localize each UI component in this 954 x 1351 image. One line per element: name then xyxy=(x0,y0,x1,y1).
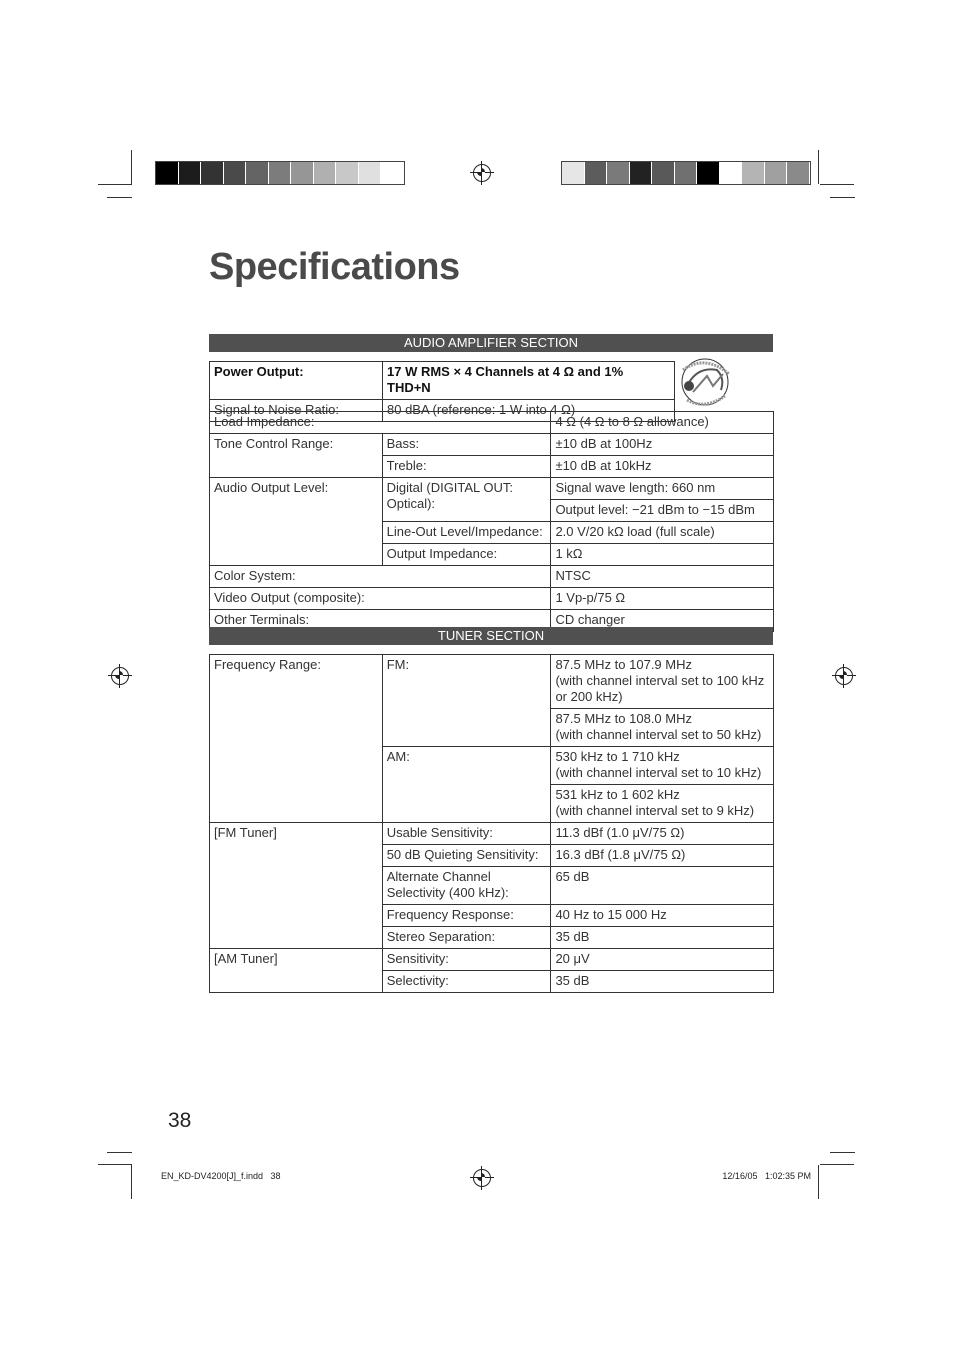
crop-mark xyxy=(820,1164,854,1165)
color-swatch xyxy=(585,162,608,184)
usable-sensitivity-label: Usable Sensitivity: xyxy=(382,823,551,845)
crop-mark xyxy=(131,150,132,184)
load-impedance-label: Load Impedance: xyxy=(210,412,551,434)
color-swatch xyxy=(607,162,630,184)
snr-label: Signal to Noise Ratio: xyxy=(210,400,383,422)
crop-mark xyxy=(98,184,132,185)
treble-value: ±10 dB at 10kHz xyxy=(551,456,774,478)
registration-mark-icon xyxy=(835,667,853,685)
am-sensitivity-value: 20 μV xyxy=(551,949,774,971)
frequency-response-value: 40 Hz to 15 000 Hz xyxy=(551,905,774,927)
color-swatch xyxy=(156,162,179,184)
color-swatch xyxy=(742,162,765,184)
color-swatch xyxy=(336,162,359,184)
color-swatch xyxy=(359,162,382,184)
video-output-label: Video Output (composite): xyxy=(210,588,551,610)
bass-label: Bass: xyxy=(382,434,551,456)
am-range-2-value: 531 kHz to 1 602 kHz xyxy=(555,787,680,802)
registration-mark-icon xyxy=(111,667,129,685)
color-swatch xyxy=(562,162,585,184)
am-label: AM: xyxy=(382,747,551,823)
frequency-range-label: Frequency Range: xyxy=(210,655,383,823)
color-swatch xyxy=(224,162,247,184)
color-swatch xyxy=(314,162,337,184)
color-swatch xyxy=(697,162,720,184)
color-swatch xyxy=(201,162,224,184)
line-out-value: 2.0 V/20 kΩ load (full scale) xyxy=(551,522,774,544)
am-selectivity-value: 35 dB xyxy=(551,971,774,993)
color-swatch xyxy=(675,162,698,184)
tuner-specs-table xyxy=(209,654,774,993)
crop-mark xyxy=(98,1164,132,1165)
tone-control-label: Tone Control Range: xyxy=(210,434,383,478)
registration-mark-icon xyxy=(473,1169,491,1187)
fm-tuner-label: [FM Tuner] xyxy=(210,823,383,949)
color-swatch xyxy=(291,162,314,184)
color-calibration-bar-right xyxy=(561,161,811,185)
power-output-label: Power Output: xyxy=(210,362,383,400)
color-swatch xyxy=(765,162,788,184)
crop-mark xyxy=(830,1152,855,1153)
am-tuner-label: [AM Tuner] xyxy=(210,949,383,993)
stereo-separation-label: Stereo Separation: xyxy=(382,927,551,949)
audio-section-heading: AUDIO AMPLIFIER SECTION xyxy=(209,334,773,352)
color-swatch xyxy=(246,162,269,184)
stereo-separation-value: 35 dB xyxy=(551,927,774,949)
color-system-label: Color System: xyxy=(210,566,551,588)
treble-label: Treble: xyxy=(382,456,551,478)
other-terminals-value: CD changer xyxy=(551,610,774,632)
audio-specs-table xyxy=(209,411,774,632)
fm-range-2-note: (with channel interval set to 50 kHz) xyxy=(555,727,762,742)
fm-range-2-value: 87.5 MHz to 108.0 MHz xyxy=(555,711,692,726)
registration-mark-icon xyxy=(473,164,491,182)
color-swatch xyxy=(720,162,743,184)
quieting-sensitivity-value: 16.3 dBf (1.8 μV/75 Ω) xyxy=(551,845,774,867)
color-system-value: NTSC xyxy=(551,566,774,588)
color-swatch xyxy=(381,162,404,184)
other-terminals-label: Other Terminals: xyxy=(210,610,551,632)
am-sensitivity-label: Sensitivity: xyxy=(382,949,551,971)
crop-mark xyxy=(820,184,854,185)
output-impedance-label: Output Impedance: xyxy=(382,544,551,566)
power-output-value: 17 W RMS × 4 Channels at 4 Ω and 1% THD+N xyxy=(383,362,675,400)
color-swatch xyxy=(179,162,202,184)
digital-out-label: Digital (DIGITAL OUT: Optical): xyxy=(382,478,551,522)
color-swatch xyxy=(652,162,675,184)
alternate-channel-label: Alternate Channel Selectivity (400 kHz): xyxy=(382,867,551,905)
fm-range-2 xyxy=(551,709,774,747)
fm-range-1-note: (with channel interval set to 100 kHz or 200 kHz) xyxy=(555,673,765,704)
crop-mark xyxy=(107,197,132,198)
crop-mark xyxy=(818,150,819,184)
am-range-2 xyxy=(551,785,774,823)
usable-sensitivity-value: 11.3 dBf (1.0 μV/75 Ω) xyxy=(551,823,774,845)
am-selectivity-label: Selectivity: xyxy=(382,971,551,993)
crop-mark xyxy=(131,1165,132,1199)
quieting-sensitivity-label: 50 dB Quieting Sensitivity: xyxy=(382,845,551,867)
alternate-channel-value: 65 dB xyxy=(551,867,774,905)
snr-value: 80 dBA (reference: 1 W into 4 Ω) xyxy=(383,400,675,422)
color-swatch xyxy=(269,162,292,184)
crop-mark xyxy=(107,1152,132,1153)
color-swatch xyxy=(787,162,810,184)
color-swatch xyxy=(630,162,653,184)
page-number: 38 xyxy=(168,1109,192,1132)
crop-mark xyxy=(818,1165,819,1199)
cea-2006-compliant-logo xyxy=(677,356,733,408)
fm-label: FM: xyxy=(382,655,551,747)
line-out-label: Line-Out Level/Impedance: xyxy=(382,522,551,544)
video-output-value: 1 Vp-p/75 Ω xyxy=(551,588,774,610)
crop-mark xyxy=(830,197,855,198)
am-range-1-value: 530 kHz to 1 710 kHz xyxy=(555,749,680,764)
tuner-section-heading: TUNER SECTION xyxy=(209,627,773,645)
frequency-response-label: Frequency Response: xyxy=(382,905,551,927)
signal-wave-value: Signal wave length: 660 nm xyxy=(551,478,774,500)
page-title: Specifications xyxy=(209,246,460,288)
fm-range-1 xyxy=(551,655,774,709)
am-range-2-note: (with channel interval set to 9 kHz) xyxy=(555,803,755,818)
bass-value: ±10 dB at 100Hz xyxy=(551,434,774,456)
am-range-1 xyxy=(551,747,774,785)
footer-timestamp: 12/16/05 1:02:35 PM xyxy=(722,1171,811,1181)
footer-file-name: EN_KD-DV4200[J]_f.indd 38 xyxy=(161,1171,281,1181)
fm-range-1-value: 87.5 MHz to 107.9 MHz xyxy=(555,657,692,672)
load-impedance-value: 4 Ω (4 Ω to 8 Ω allowance) xyxy=(551,412,774,434)
output-impedance-value: 1 kΩ xyxy=(551,544,774,566)
output-level-value: Output level: −21 dBm to −15 dBm xyxy=(551,500,774,522)
am-range-1-note: (with channel interval set to 10 kHz) xyxy=(555,765,762,780)
audio-output-label: Audio Output Level: xyxy=(210,478,383,566)
color-calibration-bar-left xyxy=(155,161,405,185)
